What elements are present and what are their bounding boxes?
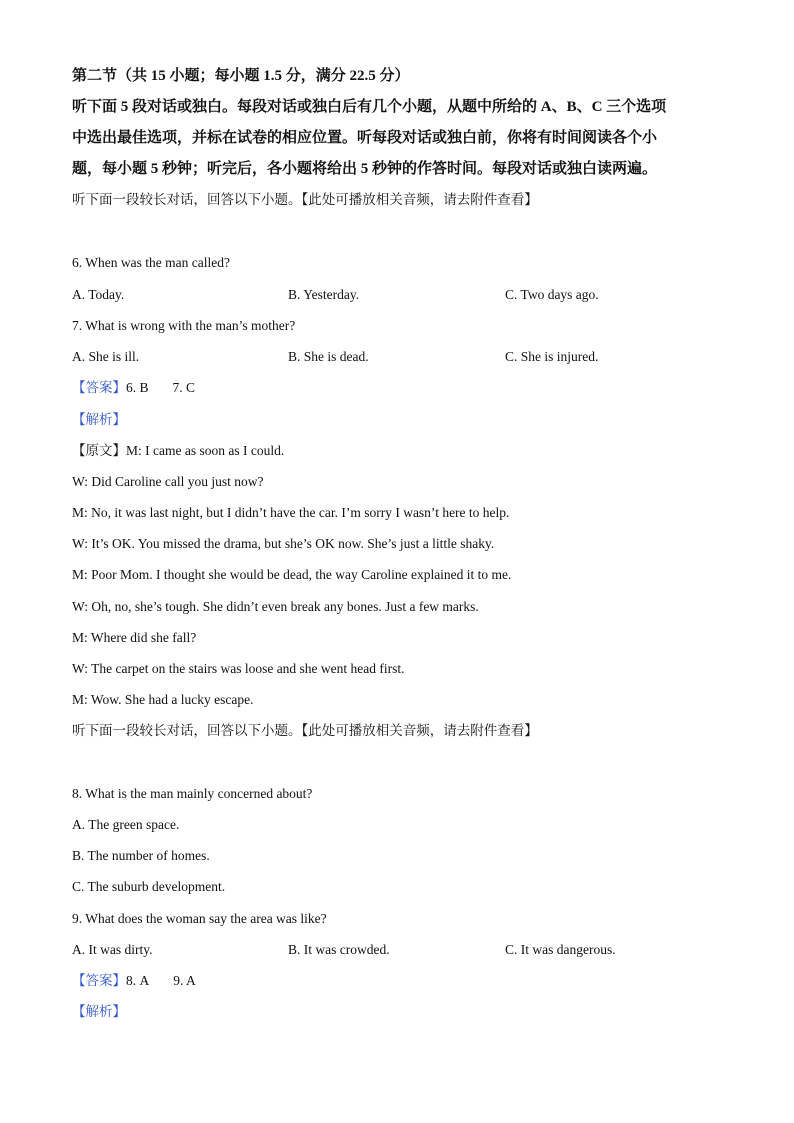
option-b: B. It was crowded. [288, 942, 390, 957]
question-9-options [0, 941, 794, 959]
question-8-option-c: C. The suburb development. [72, 879, 226, 894]
option-c: C. It was dangerous. [505, 942, 616, 957]
option-c: C. Two days ago. [505, 287, 599, 302]
option-b: B. She is dead. [288, 349, 369, 364]
transcript-line-7: M: Where did she fall? [72, 630, 197, 645]
question-7-options [0, 348, 794, 366]
analysis-label-1: 【解析】 [72, 412, 126, 427]
instruction-line-2: 中选出最佳选项，并标在试卷的相应位置。听每段对话或独白前，你将有时间阅读各个小 [72, 130, 658, 146]
question-8-option-a: A. The green space. [72, 817, 180, 832]
option-a: A. She is ill. [72, 349, 140, 364]
instruction-line-1: 听下面 5 段对话或独白。每段对话或独白后有几个小题，从题中所给的 A、B、C 三个选项 [72, 99, 667, 115]
instruction-line-3: 题，每小题 5 秒钟；听完后，各小题将给出 5 秒钟的作答时间。每段对话或独白读两遍。 [72, 161, 658, 177]
answer-value: 6. B [126, 380, 149, 395]
listen-prompt: 听下面一段较长对话，回答以下小题。【此处可播放相关音频，请去附件查看】 [72, 723, 538, 738]
listen-prompt: 听下面一段较长对话，回答以下小题。【此处可播放相关音频，请去附件查看】 [72, 192, 538, 207]
transcript-line-1 [72, 442, 284, 460]
transcript-line-3: M: No, it was last night, but I didn’t have the car. I’m sorry I wasn’t here to help. [72, 505, 510, 520]
option-a: A. It was dirty. [72, 942, 153, 957]
answer-label: 【答案】 [72, 973, 126, 988]
option-b: B. Yesterday. [288, 287, 360, 302]
question-8-stem: 8. What is the man mainly concerned about? [72, 786, 313, 801]
question-7-stem: 7. What is wrong with the man’s mother? [72, 318, 296, 333]
answer-label: 【答案】 [72, 380, 126, 395]
transcript-line-8: W: The carpet on the stairs was loose and she went head first. [72, 661, 405, 676]
question-6-options [0, 286, 794, 304]
answer-value: 9. A [173, 973, 196, 988]
section-heading: 第二节（共 15 小题；每小题 1.5 分，满分 22.5 分） [72, 68, 410, 84]
transcript-line-5: M: Poor Mom. I thought she would be dead, the way Caroline explained it to me. [72, 567, 512, 582]
analysis-label-2: 【解析】 [72, 1004, 126, 1019]
answer-value: 8. A [126, 973, 150, 988]
option-a: A. Today. [72, 287, 125, 302]
question-8-option-b: B. The number of homes. [72, 848, 210, 863]
answer-value: 7. C [172, 380, 196, 395]
transcript-line-4: W: It’s OK. You missed the drama, but she’s OK now. She’s just a little shaky. [72, 536, 495, 551]
transcript-line-9: M: Wow. She had a lucky escape. [72, 692, 254, 707]
question-6-stem: 6. When was the man called? [72, 255, 230, 270]
transcript-line-6: W: Oh, no, she’s tough. She didn’t even break any bones. Just a few marks. [72, 599, 479, 614]
option-c: C. She is injured. [505, 349, 599, 364]
answer-line-1 [72, 379, 195, 397]
transcript-label: 【原文】 [72, 443, 126, 458]
question-9-stem: 9. What does the woman say the area was like? [72, 911, 327, 926]
answer-line-2 [72, 972, 196, 990]
transcript-text: M: I came as soon as I could. [126, 443, 285, 458]
transcript-line-2: W: Did Caroline call you just now? [72, 474, 264, 489]
